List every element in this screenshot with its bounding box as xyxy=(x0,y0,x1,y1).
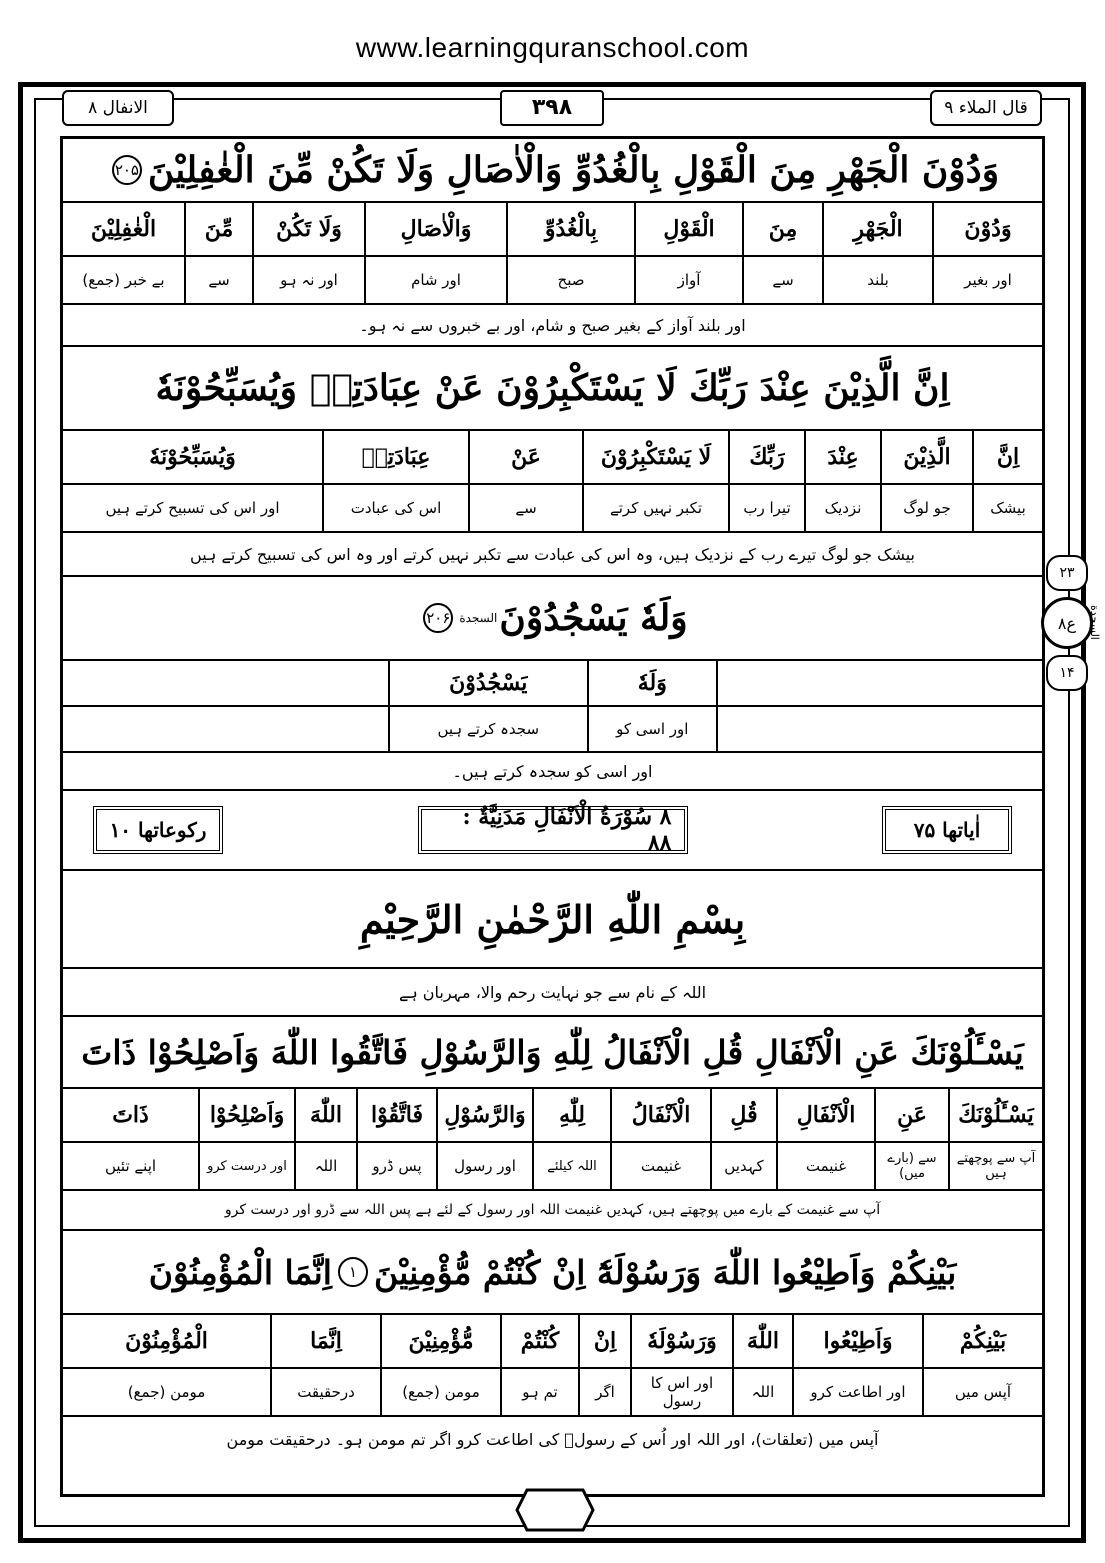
word-cell: كُنْتُمْ xyxy=(500,1315,578,1367)
meaning-cell: اس کی عبادت xyxy=(322,485,468,531)
meaning-cell: اور نہ ہو xyxy=(252,257,364,303)
word-cell: وَاَطِيْعُوا xyxy=(792,1315,922,1367)
meaning-cell: تم ہو xyxy=(500,1369,578,1415)
side-label-sajda: السجدة xyxy=(1088,605,1101,640)
meaning-grid xyxy=(63,1143,1042,1191)
verse-line xyxy=(63,577,1042,661)
verse-text: بَيْنِكُمْ وَاَطِيْعُوا اللّٰهَ وَرَسُوْلَهٗٓ اِنْ كُنْتُمْ مُّؤْمِنِيْنَ xyxy=(373,1252,957,1292)
meaning-cell: جو لوگ xyxy=(880,485,972,531)
meaning-cell: درحقیقت xyxy=(270,1369,380,1415)
meaning-cell: اللہ xyxy=(294,1143,356,1189)
verse-line xyxy=(63,139,1042,203)
word-cell: فَاتَّقُوْا xyxy=(356,1089,436,1141)
word-grid xyxy=(63,431,1042,485)
word-cell: يَسْجُدُوْنَ xyxy=(449,670,528,696)
meaning-cell: سے xyxy=(742,257,822,303)
word-cell: اِنَّمَا xyxy=(270,1315,380,1367)
word-cell: وَيُسَبِّحُوْنَهٗ xyxy=(149,444,236,470)
word-cell: الْغٰفِلِيْنَ xyxy=(90,216,157,242)
side-marker-top: ۲۳ xyxy=(1046,555,1088,591)
word-cell: عِبَادَتِهٖ xyxy=(322,431,468,483)
ruku-count-box: رکوعاتھا ١٠ xyxy=(93,806,223,854)
header-page-number: ۳۹۸ xyxy=(500,90,604,126)
word-cell: الْاَنْفَالُ xyxy=(610,1089,710,1141)
meaning-cell: بلند xyxy=(822,257,932,303)
verse-end-marker: ١ xyxy=(338,1257,368,1287)
meaning-cell: اپنے تئیں xyxy=(104,1157,157,1175)
meaning-grid-wrap xyxy=(63,707,1042,753)
translation-line: اور بلند آواز کے بغیر صبح و شام، اور بے خبروں سے نہ ہو۔ xyxy=(63,305,1042,347)
verse-text-tail: اِنَّمَا الْمُؤْمِنُوْنَ xyxy=(148,1252,332,1292)
word-cell: بَيْنِكُمْ xyxy=(922,1315,1042,1367)
footer-hexagon-ornament xyxy=(515,1488,595,1532)
meaning-cell: اللہ xyxy=(732,1369,792,1415)
meaning-cell: اور اس کی تسبیح کرتے ہیں xyxy=(105,499,280,517)
meaning-cell: اور درست کرو xyxy=(198,1143,294,1189)
meaning-cell: آپ سے پوچھتے ہیں xyxy=(948,1143,1042,1189)
side-marker-bottom: ۱۴ xyxy=(1046,655,1088,691)
meaning-cell: سے xyxy=(184,257,252,303)
word-cell: مِنَ xyxy=(742,203,822,255)
word-cell: ذَاتَ xyxy=(112,1102,149,1128)
sajda-mark: السجدة xyxy=(459,611,498,625)
verse-end-marker: ۲۰۶ xyxy=(423,603,453,633)
meaning-cell: مومن (جمع) xyxy=(127,1383,206,1401)
meaning-cell: اور اطاعت کرو xyxy=(792,1369,922,1415)
verse-text: وَلَهٗ يَسْجُدُوْنَ xyxy=(499,597,688,639)
meaning-cell: مومن (جمع) xyxy=(380,1369,500,1415)
meaning-cell: کہدیں xyxy=(710,1143,776,1189)
word-cell: اِنْ xyxy=(578,1315,630,1367)
word-cell: عَنْ xyxy=(468,431,582,483)
word-cell: وَلَا تَكُنْ xyxy=(252,203,364,255)
word-cell: وَالرَّسُوْلِ xyxy=(436,1089,532,1141)
word-cell: اللّٰهَ xyxy=(294,1089,356,1141)
word-grid xyxy=(63,203,1042,257)
word-cell: قُلِ xyxy=(710,1089,776,1141)
meaning-cell: اگر xyxy=(578,1369,630,1415)
meaning-cell: تیرا رب xyxy=(728,485,804,531)
meaning-cell: سے xyxy=(468,485,582,531)
page-content xyxy=(63,139,1042,1461)
word-cell: الْجَهْرِ xyxy=(822,203,932,255)
word-grid xyxy=(63,1089,1042,1143)
word-cell: يَسْـَٔلُوْنَكَ xyxy=(948,1089,1042,1141)
word-cell: الْمُؤْمِنُوْنَ xyxy=(125,1328,208,1354)
translation-line: بیشک جو لوگ تیرے رب کے نزدیک ہیں، وہ اس کی عبادت سے تکبر نہیں کرتے اور وہ اس کی تسبیح کرتے ہیں xyxy=(63,533,1042,577)
meaning-cell: صبح xyxy=(506,257,634,303)
meaning-cell: اور اس کا رسول xyxy=(630,1369,732,1415)
word-grid xyxy=(388,661,718,705)
word-cell: وَاَصْلِحُوْا xyxy=(198,1089,294,1141)
side-marker-ruku: ع٨ xyxy=(1041,597,1093,649)
meaning-cell: آپس میں xyxy=(922,1369,1042,1415)
meaning-cell: غنیمت xyxy=(776,1143,874,1189)
word-cell: وَلَهٗ xyxy=(587,661,715,705)
word-cell: اِنَّ xyxy=(972,431,1042,483)
translation-line: آپ سے غنیمت کے بارے میں پوچھتے ہیں، کہدیں غنیمت اللہ اور رسول کے لئے ہے پس اللہ سے ڈرو اور درست کرو xyxy=(63,1191,1042,1231)
word-cell: الْقَوْلِ xyxy=(634,203,742,255)
verse-line xyxy=(63,347,1042,431)
word-cell: وَرَسُوْلَهٗ xyxy=(630,1315,732,1367)
word-cell: مِّنَ xyxy=(184,203,252,255)
word-cell: اللّٰهَ xyxy=(732,1315,792,1367)
meaning-grid xyxy=(63,485,1042,533)
meaning-grid xyxy=(63,1369,1042,1417)
meaning-cell: تکبر نہیں کرتے xyxy=(582,485,728,531)
word-cell: بِالْغُدُوِّ xyxy=(506,203,634,255)
meaning-cell: اللہ کیلئے xyxy=(532,1143,610,1189)
surah-title-box: ٨ سُوْرَةُ الْاَنْفَالِ مَدَنِيَّةٌ : ٨٨ xyxy=(418,806,688,854)
meaning-cell: سجدہ کرتے ہیں xyxy=(437,720,540,738)
word-cell: مُّؤْمِنِيْنَ xyxy=(380,1315,500,1367)
verse-line xyxy=(63,1231,1042,1315)
translation-line: آپس میں (تعلقات)، اور اللہ اور اُس کے رسولؐ کی اطاعت کرو اگر تم مومن ہو۔ درحقیقت مومن xyxy=(226,1429,879,1449)
meaning-cell: آواز xyxy=(634,257,742,303)
surah-header xyxy=(63,791,1042,871)
meaning-cell: سے (بارے میں) xyxy=(874,1143,948,1189)
meaning-cell: نزدیک xyxy=(804,485,880,531)
website-url[interactable]: www.learningquranschool.com xyxy=(355,32,750,63)
meaning-cell: اور اسی کو xyxy=(587,707,715,751)
verse-text: وَدُوْنَ الْجَهْرِ مِنَ الْقَوْلِ بِالْغُدُوِّ وَالْاٰصَالِ وَلَا تَكُنْ مِّنَ الْغٰفِلِيْنَ xyxy=(147,149,1000,191)
word-cell: لَا يَسْتَكْبِرُوْنَ xyxy=(582,431,728,483)
bismillah: بِسْمِ اللّٰهِ الرَّحْمٰنِ الرَّحِيْمِ xyxy=(63,871,1042,969)
meaning-cell: غنیمت xyxy=(610,1143,710,1189)
ayat-count-box: اٰیاتھا ۷۵ xyxy=(882,806,1012,854)
word-cell: وَالْاٰصَالِ xyxy=(364,203,506,255)
verse-end-marker: ۲۰۵ xyxy=(112,155,142,185)
word-cell: عَنِ xyxy=(874,1089,948,1141)
word-cell: لِلّٰهِ xyxy=(532,1089,610,1141)
word-cell: رَبِّكَ xyxy=(728,431,804,483)
meaning-grid xyxy=(388,707,718,751)
verse-text: اِنَّ الَّذِيْنَ عِنْدَ رَبِّكَ لَا يَسْتَكْبِرُوْنَ عَنْ عِبَادَتِهٖ وَيُسَبِّحُوْنَهٗ xyxy=(155,367,950,409)
meaning-cell: اور بغیر xyxy=(932,257,1042,303)
word-grid xyxy=(63,1315,1042,1369)
bismillah-translation: اللہ کے نام سے جو نہایت رحم والا، مہربان ہے xyxy=(63,969,1042,1017)
word-cell: الْاَنْفَالِ xyxy=(776,1089,874,1141)
word-cell: عِنْدَ xyxy=(804,431,880,483)
verse-text: يَسْـَٔلُوْنَكَ عَنِ الْاَنْفَالِ قُلِ الْاَنْفَالُ لِلّٰهِ وَالرَّسُوْلِ فَاتَّقُوا اللّٰهَ وَاَصْلِحُوْا ذَاتَ xyxy=(81,1032,1024,1072)
verse-line xyxy=(63,1017,1042,1089)
meaning-cell: اور شام xyxy=(364,257,506,303)
translation-line: اور اسی کو سجدہ کرتے ہیں۔ xyxy=(63,753,1042,791)
meaning-cell: بیشک xyxy=(972,485,1042,531)
meaning-cell: بے خبر (جمع) xyxy=(82,271,165,289)
meaning-grid xyxy=(63,257,1042,305)
word-cell: وَدُوْنَ xyxy=(932,203,1042,255)
header-surah-name: الانفال ٨ xyxy=(62,90,174,126)
meaning-cell: پس ڈرو xyxy=(356,1143,436,1189)
word-cell: الَّذِيْنَ xyxy=(880,431,972,483)
word-grid-wrap xyxy=(63,661,1042,707)
meaning-cell: اور رسول xyxy=(436,1143,532,1189)
header-juz-name: قال الملاء ۹ xyxy=(930,90,1042,126)
